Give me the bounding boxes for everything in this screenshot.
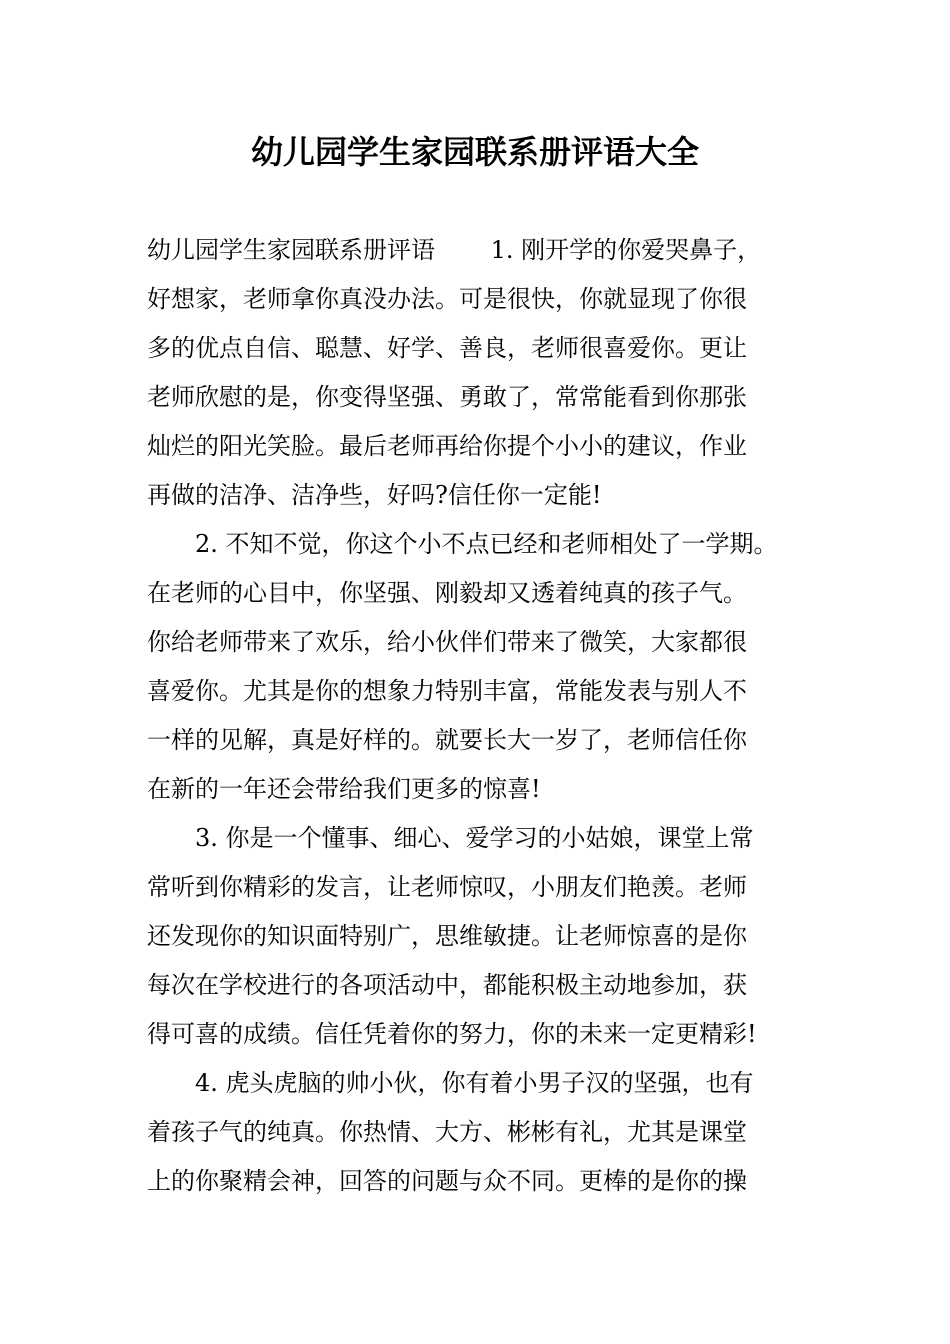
body-line: 着孩子气的纯真。你热情、大方、彬彬有礼，尤其是课堂 <box>147 1118 747 1146</box>
body-line: 多的优点自信、聪慧、好学、善良，老师很喜爱你。更让 <box>147 334 747 362</box>
body-line: 老师欣慰的是，你变得坚强、勇敢了，常常能看到你那张 <box>147 383 747 411</box>
body-line: 4. 虎头虎脑的帅小伙，你有着小男子汉的坚强，也有 <box>147 1069 754 1097</box>
body-line: 好想家，老师拿你真没办法。可是很快，你就显现了你很 <box>147 285 747 313</box>
body-line: 再做的洁净、洁净些，好吗?信任你一定能! <box>147 481 602 509</box>
document-title: 幼儿园学生家园联系册评语大全 <box>250 133 699 171</box>
body-line: 在老师的心目中，你坚强、刚毅却又透着纯真的孩子气。 <box>147 579 747 607</box>
body-line: 2. 不知不觉，你这个小不点已经和老师相处了一学期。 <box>147 530 778 558</box>
body-line: 在新的一年还会带给我们更多的惊喜! <box>147 775 541 803</box>
body-line: 得可喜的成绩。信任凭着你的努力，你的未来一定更精彩! <box>147 1020 757 1048</box>
body-line: 上的你聚精会神，回答的问题与众不同。更棒的是你的操 <box>147 1167 747 1195</box>
body-line: 还发现你的知识面特别广，思维敏捷。让老师惊喜的是你 <box>147 922 747 950</box>
body-line: 一样的见解，真是好样的。就要长大一岁了，老师信任你 <box>147 726 747 754</box>
body-line: 你给老师带来了欢乐，给小伙伴们带来了微笑，大家都很 <box>147 628 747 656</box>
body-line: 每次在学校进行的各项活动中，都能积极主动地参加，获 <box>147 971 747 999</box>
body-line: 常听到你精彩的发言，让老师惊叹，小朋友们艳羡。老师 <box>147 873 747 901</box>
body-line: 幼儿园学生家园联系册评语 1. 刚开学的你爱哭鼻子， <box>147 236 762 264</box>
body-line: 喜爱你。尤其是你的想象力特别丰富，常能发表与别人不 <box>147 677 747 705</box>
body-line: 灿烂的阳光笑脸。最后老师再给你提个小小的建议，作业 <box>147 432 747 460</box>
document-body <box>147 226 807 1206</box>
body-line: 3. 你是一个懂事、细心、爱学习的小姑娘，课堂上常 <box>147 824 754 852</box>
